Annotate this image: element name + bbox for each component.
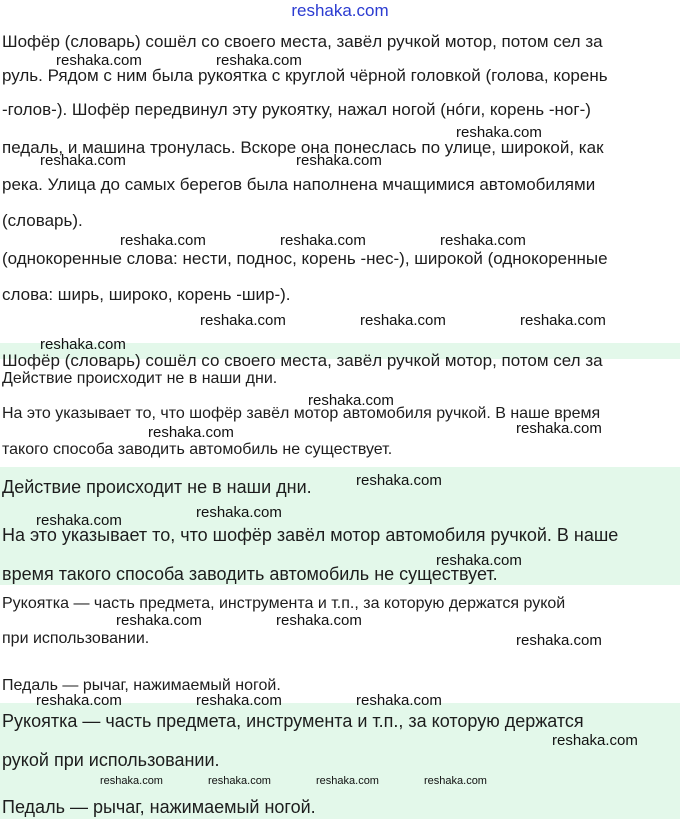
watermark: reshaka.com bbox=[196, 504, 282, 521]
story-line-6: (словарь). bbox=[2, 211, 83, 230]
story-line-2: руль. Рядом с ним была рукоятка с круглой чёрной головкой (голова, корень bbox=[2, 66, 608, 85]
story-line-7: (однокоренные слова: нести, поднос, корень -нес-), широкой (однокоренные bbox=[2, 249, 608, 268]
story-line-4: педаль, и машина тронулась. Вскоре она понеслась по улице, широкой, как bbox=[2, 138, 604, 157]
story-line-3: -голов-). Шофёр передвинул эту рукоятку, нажал ногой (нóги, корень -ног-) bbox=[2, 100, 591, 119]
watermark: reshaka.com bbox=[276, 612, 362, 629]
watermark: reshaka.com bbox=[120, 232, 206, 249]
watermark: reshaka.com bbox=[216, 52, 302, 69]
watermark: reshaka.com bbox=[200, 312, 286, 329]
watermark: reshaka.com bbox=[40, 336, 126, 353]
watermark: reshaka.com bbox=[100, 775, 163, 787]
watermark: reshaka.com bbox=[316, 775, 379, 787]
answer2-green-line1a: Рукоятка — часть предмета, инструмента и т.п., за которую держатся bbox=[2, 711, 584, 731]
watermark: reshaka.com bbox=[116, 612, 202, 629]
answer2-line2: Педаль — рычаг, нажимаемый ногой. bbox=[2, 677, 281, 694]
watermark: reshaka.com bbox=[552, 732, 638, 749]
watermark: reshaka.com bbox=[440, 232, 526, 249]
watermark: reshaka.com bbox=[520, 312, 606, 329]
watermark: reshaka.com bbox=[296, 152, 382, 169]
answer1-green-line2a: На это указывает то, что шофёр завёл мотор автомобиля ручкой. В наше bbox=[2, 525, 619, 545]
watermark: reshaka.com bbox=[516, 632, 602, 649]
story-line-5: река. Улица до самых берегов была наполнена мчащимися автомобилями bbox=[2, 175, 596, 194]
watermark: reshaka.com bbox=[36, 512, 122, 529]
watermark: reshaka.com bbox=[424, 775, 487, 787]
watermark: reshaka.com bbox=[196, 692, 282, 709]
watermark: reshaka.com bbox=[356, 692, 442, 709]
answer2-green-line2: Педаль — рычаг, нажимаемый ногой. bbox=[2, 797, 316, 817]
watermark: reshaka.com bbox=[56, 52, 142, 69]
answer1-green-line2b: время такого способа заводить автомобиль не существует. bbox=[2, 564, 498, 584]
answer2-green-line1b: рукой при использовании. bbox=[2, 750, 220, 770]
watermark: reshaka.com bbox=[356, 472, 442, 489]
answer1-line1: Действие происходит не в наши дни. bbox=[2, 370, 278, 387]
answer1-line2b: такого способа заводить автомобиль не существует. bbox=[2, 441, 393, 458]
site-header bbox=[0, 0, 680, 24]
watermark: reshaka.com bbox=[280, 232, 366, 249]
watermark: reshaka.com bbox=[40, 152, 126, 169]
answer1-green-line1: Действие происходит не в наши дни. bbox=[2, 477, 312, 497]
watermark: reshaka.com bbox=[516, 420, 602, 437]
watermark: reshaka.com bbox=[208, 775, 271, 787]
answer1-line2a: На это указывает то, что шофёр завёл мотор автомобиля ручкой. В наше время bbox=[2, 405, 601, 422]
answer2-line1a: Рукоятка — часть предмета, инструмента и т.п., за которую держатся рукой bbox=[2, 595, 566, 612]
story-line-1: Шофёр (словарь) сошёл со своего места, завёл ручкой мотор, потом сел за bbox=[2, 32, 603, 51]
watermark: reshaka.com bbox=[360, 312, 446, 329]
watermark: reshaka.com bbox=[436, 552, 522, 569]
watermark: reshaka.com bbox=[36, 692, 122, 709]
site-link[interactable]: reshaka.com bbox=[291, 1, 389, 20]
answer2-line1b: при использовании. bbox=[2, 630, 150, 647]
story-line-8: слова: ширь, широко, корень -шир-). bbox=[2, 285, 291, 304]
watermark: reshaka.com bbox=[308, 392, 394, 409]
watermark: reshaka.com bbox=[148, 424, 234, 441]
watermark: reshaka.com bbox=[456, 124, 542, 141]
cut-text: Шофёр (словарь) сошёл со своего места, завёл ручкой мотор, потом сел за bbox=[2, 351, 603, 370]
